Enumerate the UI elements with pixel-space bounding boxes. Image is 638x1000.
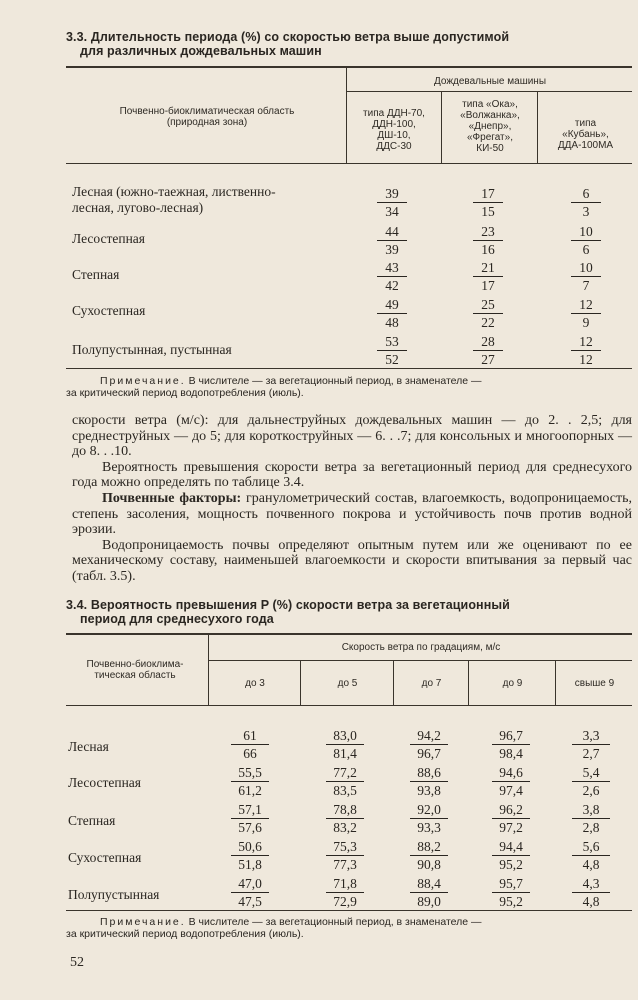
denominator: 97,2	[499, 820, 523, 835]
table-3-4-col-header-4: до 9	[502, 678, 523, 689]
table-3-4-col-header-1: до 3	[245, 678, 265, 689]
fraction-cell	[556, 838, 626, 873]
fraction-cell	[362, 333, 422, 368]
table-3-3-bottom-rule	[66, 368, 632, 369]
denominator: 42	[385, 278, 399, 293]
body-text	[72, 413, 632, 585]
denominator: 77,3	[333, 857, 357, 872]
fraction-cell	[458, 223, 518, 258]
note-prefix: Примечание.	[100, 375, 186, 387]
table-3-4-stub-divider	[208, 635, 209, 705]
table-3-4-header-rule	[66, 705, 632, 706]
table-3-3-header-rule	[66, 163, 632, 164]
table-3-4-group-rule	[208, 660, 632, 661]
table-3-3-group-header: Дождевальные машины	[433, 76, 547, 87]
table-3-3-title-line2: для различных дождевальных машин	[80, 44, 322, 58]
table-3-3-stub-header: Почвенно-биоклиматическая область (природная зона)	[119, 106, 295, 128]
denominator: 34	[385, 204, 399, 219]
fraction-cell	[394, 764, 464, 799]
denominator: 97,4	[499, 783, 523, 798]
fraction-cell	[556, 296, 616, 331]
paragraph: скорости ветра (м/с): для дальнеструйных дождевальных машин — до 2. . 2,5; для среднеструйных — до 5; для короткоструйных — 6. . .7; для консольных и многоопорных — до 8. . .10.	[72, 413, 632, 460]
numerator: 39	[377, 185, 407, 203]
numerator: 23	[473, 223, 503, 241]
numerator: 78,8	[326, 801, 364, 819]
fraction-cell	[215, 838, 285, 873]
table-3-4-col-header-3: до 7	[421, 678, 442, 689]
note-line: за критический период водопотребления (июль).	[66, 387, 304, 399]
fraction-cell	[215, 801, 285, 836]
fraction-cell	[556, 333, 616, 368]
note-line: В числителе — за вегетационный период, в знаменателе —	[185, 916, 482, 928]
denominator: 95,2	[499, 857, 523, 872]
fraction-cell	[310, 727, 380, 762]
fraction-cell	[215, 875, 285, 910]
denominator: 16	[481, 242, 495, 257]
table-3-4-row-label: Степная	[68, 813, 116, 828]
table-3-4-col-header-5: свыше 9	[574, 678, 615, 689]
fraction-cell	[458, 296, 518, 331]
numerator: 5,4	[572, 764, 610, 782]
denominator: 95,2	[499, 894, 523, 909]
numerator: 96,2	[492, 801, 530, 819]
fraction-cell	[362, 259, 422, 294]
numerator: 83,0	[326, 727, 364, 745]
denominator: 22	[481, 315, 495, 330]
fraction-cell	[556, 764, 626, 799]
denominator: 4,8	[582, 857, 600, 872]
table-3-3-note	[66, 375, 632, 399]
fraction-cell	[362, 223, 422, 258]
table-3-4-col-divider-4	[555, 661, 556, 705]
table-3-3-col-header-3: типа «Кубань», ДДА-100МА	[557, 118, 614, 151]
table-3-3-title-line1: 3.3. Длительность периода (%) со скоростью ветра выше допустимой	[66, 30, 510, 44]
numerator: 55,5	[231, 764, 269, 782]
fraction-cell	[476, 764, 546, 799]
table-3-3-row-label	[72, 184, 276, 216]
fraction-cell	[215, 764, 285, 799]
row-label-line: Лесная (южно-таежная, лиственно-	[72, 184, 276, 199]
denominator: 3	[582, 204, 590, 219]
numerator: 25	[473, 296, 503, 314]
table-3-4-group-header: Скорость ветра по градациям, м/с	[341, 642, 501, 653]
fraction-cell	[394, 875, 464, 910]
denominator: 89,0	[417, 894, 441, 909]
paragraph-text: гранулометрический состав, влагоемкость, водопроницаемость, степень засоления, мощность почвенного покрова и устойчивость почв против водной эрозии.	[72, 490, 632, 538]
numerator: 47,0	[231, 875, 269, 893]
fraction-cell	[458, 185, 518, 220]
fraction-cell	[394, 838, 464, 873]
numerator: 71,8	[326, 875, 364, 893]
table-3-4-col-header-2: до 5	[337, 678, 358, 689]
table-3-4-row-label: Сухостепная	[68, 850, 142, 865]
denominator: 61,2	[238, 783, 262, 798]
numerator: 94,2	[410, 727, 448, 745]
numerator: 88,2	[410, 838, 448, 856]
row-label-line: лесная, лугово-лесная)	[72, 200, 204, 215]
numerator: 94,6	[492, 764, 530, 782]
denominator: 2,8	[582, 820, 600, 835]
table-3-4-col-divider-2	[393, 661, 394, 705]
fraction-cell	[556, 259, 616, 294]
numerator: 3,8	[572, 801, 610, 819]
fraction-cell	[362, 296, 422, 331]
fraction-cell	[476, 801, 546, 836]
numerator: 88,6	[410, 764, 448, 782]
denominator: 93,8	[417, 783, 441, 798]
denominator: 52	[385, 352, 399, 367]
table-3-3-col-header-1: типа ДДН-70, ДДН-100, ДШ-10, ДДС-30	[363, 108, 425, 152]
fraction-cell	[476, 727, 546, 762]
denominator: 27	[481, 352, 495, 367]
denominator: 51,8	[238, 857, 262, 872]
numerator: 57,1	[231, 801, 269, 819]
numerator: 17	[473, 185, 503, 203]
numerator: 6	[571, 185, 601, 203]
note-prefix: Примечание.	[100, 916, 186, 928]
table-3-3-row-label: Полупустынная, пустынная	[72, 342, 232, 357]
numerator: 88,4	[410, 875, 448, 893]
denominator: 47,5	[238, 894, 262, 909]
page-number: 52	[70, 955, 84, 970]
fraction-cell	[310, 764, 380, 799]
fraction-cell	[556, 223, 616, 258]
table-3-4-stub-header: Почвенно-биоклима- тическая область	[86, 659, 184, 681]
fraction-cell	[310, 801, 380, 836]
table-3-3-row-label: Степная	[72, 267, 120, 282]
bold-term: Почвенные факторы:	[102, 490, 242, 506]
fraction-cell	[458, 259, 518, 294]
table-3-3-col-divider-2	[537, 92, 538, 163]
denominator: 12	[579, 352, 593, 367]
denominator: 66	[243, 746, 257, 761]
numerator: 94,4	[492, 838, 530, 856]
paragraph: Водопроницаемость почвы определяют опытным путем или же оценивают по ее механическому составу, наименьшей влагоемкости и скорости впитывания за первый час (табл. 3.5).	[72, 537, 632, 584]
numerator: 4,3	[572, 875, 610, 893]
denominator: 9	[582, 315, 590, 330]
numerator: 12	[571, 296, 601, 314]
numerator: 3,3	[572, 727, 610, 745]
fraction-cell	[362, 185, 422, 220]
fraction-cell	[458, 333, 518, 368]
numerator: 50,6	[231, 838, 269, 856]
denominator: 83,2	[333, 820, 357, 835]
numerator: 28	[473, 333, 503, 351]
table-3-4-col-divider-1	[300, 661, 301, 705]
fraction-cell	[476, 875, 546, 910]
table-3-4-title-line2: период для среднесухого года	[80, 612, 274, 626]
numerator: 95,7	[492, 875, 530, 893]
numerator: 43	[377, 259, 407, 277]
fraction-cell	[310, 838, 380, 873]
note-line: В числителе — за вегетационный период, в знаменателе —	[185, 375, 482, 387]
numerator: 44	[377, 223, 407, 241]
fraction-cell	[556, 801, 626, 836]
denominator: 57,6	[238, 820, 262, 835]
denominator: 72,9	[333, 894, 357, 909]
numerator: 10	[571, 259, 601, 277]
denominator: 4,8	[582, 894, 600, 909]
denominator: 93,3	[417, 820, 441, 835]
table-3-4-bottom-rule	[66, 910, 632, 911]
table-3-3-row-label: Сухостепная	[72, 303, 146, 318]
table-3-4-title	[66, 598, 626, 626]
numerator: 75,3	[326, 838, 364, 856]
numerator: 49	[377, 296, 407, 314]
table-3-3-col-header-2: типа «Ока», «Волжанка», «Днепр», «Фрегат», КИ-50	[460, 99, 520, 154]
table-3-4-title-line1: 3.4. Вероятность превышения P (%) скорости ветра за вегетационный	[66, 598, 510, 612]
table-3-4-row-label: Лесная	[68, 739, 109, 754]
fraction-cell	[556, 727, 626, 762]
fraction-cell	[394, 727, 464, 762]
denominator: 81,4	[333, 746, 357, 761]
denominator: 96,7	[417, 746, 441, 761]
table-3-3-stub-divider	[346, 68, 347, 163]
denominator: 39	[385, 242, 399, 257]
table-3-3-col-divider-1	[441, 92, 442, 163]
numerator: 12	[571, 333, 601, 351]
fraction-cell	[215, 727, 285, 762]
numerator: 61	[231, 727, 269, 745]
denominator: 48	[385, 315, 399, 330]
fraction-cell	[394, 801, 464, 836]
table-3-3-row-label: Лесостепная	[72, 231, 146, 246]
table-3-3-title	[66, 30, 626, 58]
table-3-4-col-divider-3	[468, 661, 469, 705]
fraction-cell	[310, 875, 380, 910]
numerator: 21	[473, 259, 503, 277]
denominator: 2,7	[582, 746, 600, 761]
denominator: 2,6	[582, 783, 600, 798]
numerator: 5,6	[572, 838, 610, 856]
denominator: 17	[481, 278, 495, 293]
paragraph: Вероятность превышения скорости ветра за вегетационный период для среднесухого года можно определять по таблице 3.4.	[72, 459, 632, 491]
fraction-cell	[556, 185, 616, 220]
denominator: 6	[582, 242, 590, 257]
numerator: 77,2	[326, 764, 364, 782]
table-3-3-top-rule	[66, 66, 632, 68]
table-3-4-row-label: Лесостепная	[68, 775, 142, 790]
denominator: 7	[582, 278, 590, 293]
paragraph	[72, 491, 632, 538]
numerator: 10	[571, 223, 601, 241]
note-line: за критический период водопотребления (июль).	[66, 928, 304, 940]
fraction-cell	[476, 838, 546, 873]
denominator: 15	[481, 204, 495, 219]
table-3-4-row-label: Полупустынная	[68, 887, 160, 902]
numerator: 96,7	[492, 727, 530, 745]
denominator: 83,5	[333, 783, 357, 798]
fraction-cell	[556, 875, 626, 910]
table-3-3-group-rule	[346, 91, 632, 92]
numerator: 92,0	[410, 801, 448, 819]
numerator: 53	[377, 333, 407, 351]
denominator: 98,4	[499, 746, 523, 761]
table-3-4-top-rule	[66, 633, 632, 635]
table-3-4-note	[66, 916, 632, 940]
denominator: 90,8	[417, 857, 441, 872]
